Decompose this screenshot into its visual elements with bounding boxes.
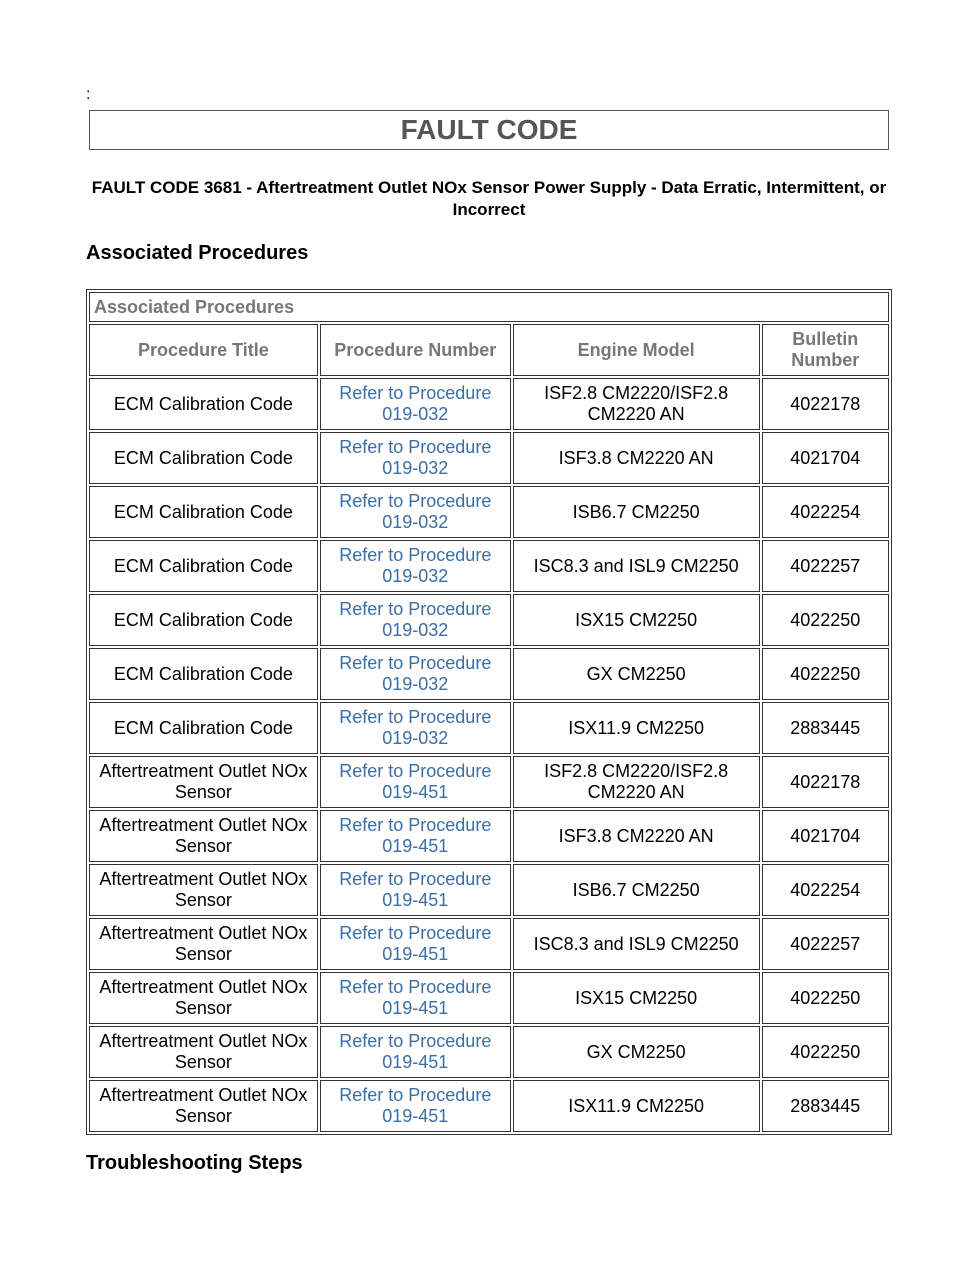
cell-engine-model: ISX15 CM2250 [513, 972, 760, 1024]
table-row [89, 810, 889, 862]
cell-engine-model: ISF2.8 CM2220/ISF2.8 CM2220 AN [513, 756, 760, 808]
header-procedure-title: Procedure Title [89, 324, 318, 376]
procedure-link[interactable]: Refer to Procedure 019-032 [339, 653, 492, 694]
cell-engine-model: ISF3.8 CM2220 AN [513, 432, 760, 484]
cell-procedure-number [320, 378, 511, 430]
table-row [89, 972, 889, 1024]
associated-procedures-heading: Associated Procedures [86, 242, 309, 264]
table-row [89, 1080, 889, 1132]
cell-engine-model: ISX15 CM2250 [513, 594, 760, 646]
cell-procedure-title: ECM Calibration Code [89, 432, 318, 484]
cell-procedure-title: Aftertreatment Outlet NOx Sensor [89, 1026, 318, 1078]
table-caption: Associated Procedures [89, 292, 889, 322]
page-colon: : [86, 86, 91, 103]
header-bulletin-number: Bulletin Number [762, 324, 889, 376]
table-row [89, 756, 889, 808]
table-header-row [89, 324, 889, 376]
cell-engine-model: ISB6.7 CM2250 [513, 486, 760, 538]
fault-code-header-box [89, 110, 889, 150]
procedure-link[interactable]: Refer to Procedure 019-451 [339, 923, 492, 964]
cell-bulletin-number: 4022257 [762, 918, 889, 970]
cell-procedure-title: ECM Calibration Code [89, 378, 318, 430]
procedure-link[interactable]: Refer to Procedure 019-451 [339, 761, 492, 802]
table-row [89, 702, 889, 754]
cell-bulletin-number: 2883445 [762, 1080, 889, 1132]
cell-bulletin-number: 4022178 [762, 756, 889, 808]
cell-bulletin-number: 4021704 [762, 432, 889, 484]
table-row [89, 378, 889, 430]
cell-bulletin-number: 4022254 [762, 486, 889, 538]
cell-procedure-number [320, 972, 511, 1024]
procedure-link[interactable]: Refer to Procedure 019-032 [339, 437, 492, 478]
table-row [89, 648, 889, 700]
procedure-link[interactable]: Refer to Procedure 019-032 [339, 707, 492, 748]
procedure-link[interactable]: Refer to Procedure 019-451 [339, 1031, 492, 1072]
header-procedure-number: Procedure Number [320, 324, 511, 376]
associated-procedures-table [86, 289, 892, 1135]
table-row [89, 486, 889, 538]
procedure-link[interactable]: Refer to Procedure 019-451 [339, 815, 492, 856]
cell-engine-model: ISB6.7 CM2250 [513, 864, 760, 916]
cell-procedure-number [320, 486, 511, 538]
cell-procedure-title: Aftertreatment Outlet NOx Sensor [89, 810, 318, 862]
procedure-link[interactable]: Refer to Procedure 019-451 [339, 869, 492, 910]
cell-bulletin-number: 4022250 [762, 1026, 889, 1078]
cell-procedure-title: ECM Calibration Code [89, 594, 318, 646]
cell-bulletin-number: 4022257 [762, 540, 889, 592]
cell-procedure-number [320, 540, 511, 592]
table-row [89, 432, 889, 484]
cell-procedure-title: Aftertreatment Outlet NOx Sensor [89, 1080, 318, 1132]
cell-bulletin-number: 4022250 [762, 972, 889, 1024]
cell-procedure-number [320, 1080, 511, 1132]
cell-procedure-number [320, 432, 511, 484]
cell-procedure-number [320, 810, 511, 862]
cell-procedure-title: ECM Calibration Code [89, 486, 318, 538]
cell-procedure-number [320, 702, 511, 754]
cell-engine-model: GX CM2250 [513, 648, 760, 700]
cell-procedure-title: Aftertreatment Outlet NOx Sensor [89, 918, 318, 970]
table-row [89, 1026, 889, 1078]
cell-bulletin-number: 4022250 [762, 648, 889, 700]
cell-procedure-title: Aftertreatment Outlet NOx Sensor [89, 972, 318, 1024]
cell-engine-model: ISX11.9 CM2250 [513, 702, 760, 754]
table-row [89, 540, 889, 592]
fault-code-title: FAULT CODE [400, 114, 578, 145]
cell-procedure-title: Aftertreatment Outlet NOx Sensor [89, 756, 318, 808]
cell-engine-model: ISX11.9 CM2250 [513, 1080, 760, 1132]
procedure-link[interactable]: Refer to Procedure 019-032 [339, 599, 492, 640]
cell-procedure-number [320, 648, 511, 700]
cell-procedure-title: Aftertreatment Outlet NOx Sensor [89, 864, 318, 916]
cell-procedure-title: ECM Calibration Code [89, 702, 318, 754]
procedure-link[interactable]: Refer to Procedure 019-451 [339, 1085, 492, 1126]
cell-bulletin-number: 4022254 [762, 864, 889, 916]
table-row [89, 864, 889, 916]
cell-engine-model: GX CM2250 [513, 1026, 760, 1078]
cell-bulletin-number: 4022178 [762, 378, 889, 430]
cell-procedure-number [320, 756, 511, 808]
procedure-link[interactable]: Refer to Procedure 019-032 [339, 491, 492, 532]
cell-bulletin-number: 4021704 [762, 810, 889, 862]
cell-bulletin-number: 4022250 [762, 594, 889, 646]
cell-engine-model: ISF3.8 CM2220 AN [513, 810, 760, 862]
troubleshooting-steps-heading: Troubleshooting Steps [86, 1152, 303, 1174]
cell-procedure-title: ECM Calibration Code [89, 540, 318, 592]
cell-procedure-number [320, 864, 511, 916]
procedure-link[interactable]: Refer to Procedure 019-032 [339, 545, 492, 586]
fault-description: FAULT CODE 3681 - Aftertreatment Outlet NOx Sensor Power Supply - Data Erratic, Intermittent, or Incorrect [91, 178, 887, 219]
cell-procedure-number [320, 918, 511, 970]
procedure-link[interactable]: Refer to Procedure 019-032 [339, 383, 492, 424]
procedure-link[interactable]: Refer to Procedure 019-451 [339, 977, 492, 1018]
cell-bulletin-number: 2883445 [762, 702, 889, 754]
cell-procedure-title: ECM Calibration Code [89, 648, 318, 700]
table-body [89, 378, 889, 1132]
cell-procedure-number [320, 594, 511, 646]
cell-procedure-number [320, 1026, 511, 1078]
cell-engine-model: ISC8.3 and ISL9 CM2250 [513, 918, 760, 970]
cell-engine-model: ISC8.3 and ISL9 CM2250 [513, 540, 760, 592]
table-row [89, 918, 889, 970]
cell-engine-model: ISF2.8 CM2220/ISF2.8 CM2220 AN [513, 378, 760, 430]
header-engine-model: Engine Model [513, 324, 760, 376]
table-row [89, 594, 889, 646]
